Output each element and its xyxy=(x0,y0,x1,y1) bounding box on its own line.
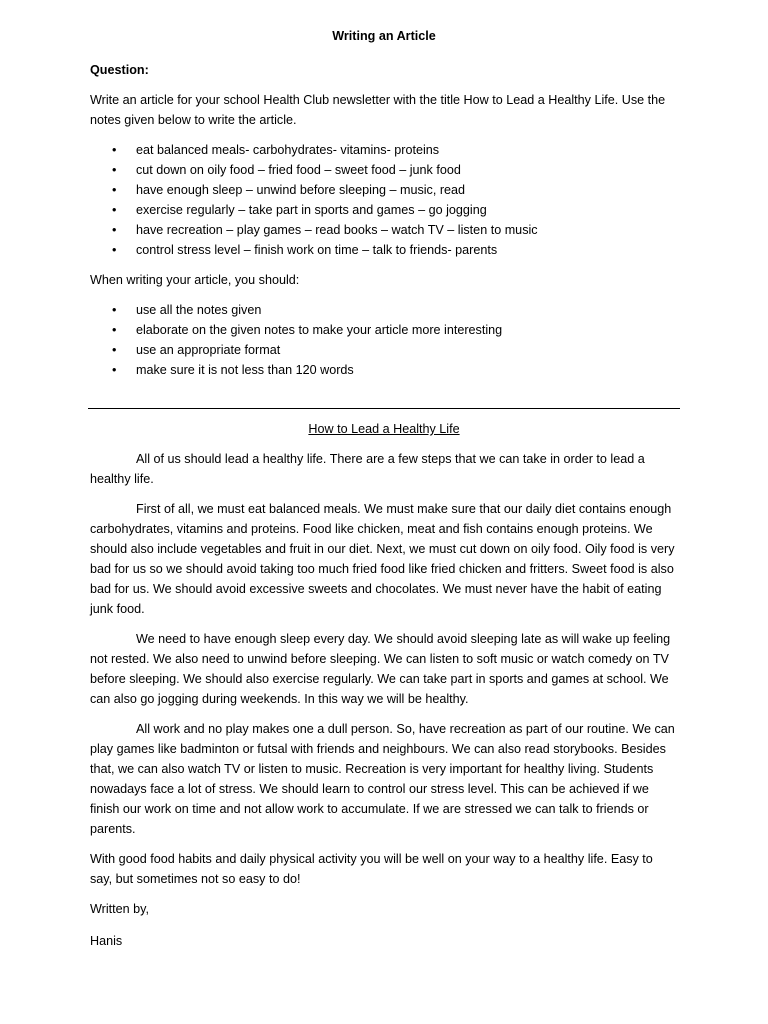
notes-list xyxy=(90,140,678,260)
article-paragraph: First of all, we must eat balanced meals. We must make sure that our daily diet contains enough carbohydrates, vitamins and proteins. Food like chicken, meat and fish contains enough proteins. We should also include vegetables and fruit in our diet. Next, we must cut down on oily food. Oily food is very bad for us so we should avoid taking too much fried food like fried chicken and fritters. Sweet food is also bad for us. We should avoid excessive sweets and chocolates. We must never have the habit of eating junk food. xyxy=(90,502,675,616)
written-by-label: Written by, xyxy=(90,902,150,916)
criteria-item: • make sure it is not less than 120 words xyxy=(90,360,678,380)
note-item: • eat balanced meals- carbohydrates- vitamins- proteins xyxy=(90,140,678,160)
criteria-list xyxy=(90,300,678,380)
criteria-item: • use all the notes given xyxy=(90,300,678,320)
article-closing: With good food habits and daily physical activity you will be well on your way to a healthy life. Easy to say, but sometimes not so easy to do! xyxy=(90,852,653,886)
author-name: Hanis xyxy=(90,934,123,948)
note-item: • control stress level – finish work on time – talk to friends- parents xyxy=(90,240,678,260)
article-paragraph: We need to have enough sleep every day. We should avoid sleeping late as will wake up feeling not rested. We also need to unwind before sleeping. We can listen to soft music or watch comedy on TV before sleeping. We should also exercise regularly. We can take part in sports and games at school. We can also go jogging during weekends. In this way we will be healthy. xyxy=(90,632,671,706)
article-title: How to Lead a Healthy Life xyxy=(308,422,460,436)
article-paragraph: All work and no play makes one a dull person. So, have recreation as part of our routine. We can play games like badminton or futsal with friends and neighbours. We can also read storybooks. Besides that, we can also watch TV or listen to music. Recreation is very important for healthy living. Students nowadays face a lot of stress. We should learn to control our stress level. This can be achieved if we finish our work on time and not allow work to accumulate. If we are stressed we can talk to friends or parents. xyxy=(90,722,675,836)
criteria-item: • use an appropriate format xyxy=(90,340,678,360)
section-divider xyxy=(88,408,680,409)
criteria-item: • elaborate on the given notes to make your article more interesting xyxy=(90,320,678,340)
article-paragraph: All of us should lead a healthy life. There are a few steps that we can take in order to lead a healthy life. xyxy=(90,452,645,486)
note-item: • have enough sleep – unwind before sleeping – music, read xyxy=(90,180,678,200)
question-instruction: Write an article for your school Health Club newsletter with the title How to Lead a Healthy Life. Use the notes given below to write the article. xyxy=(90,93,666,127)
criteria-intro: When writing your article, you should: xyxy=(90,273,300,287)
document-title: Writing an Article xyxy=(332,29,436,43)
note-item: • exercise regularly – take part in sports and games – go jogging xyxy=(90,200,678,220)
note-item: • have recreation – play games – read books – watch TV – listen to music xyxy=(90,220,678,240)
question-label: Question: xyxy=(90,63,149,77)
note-item: • cut down on oily food – fried food – sweet food – junk food xyxy=(90,160,678,180)
